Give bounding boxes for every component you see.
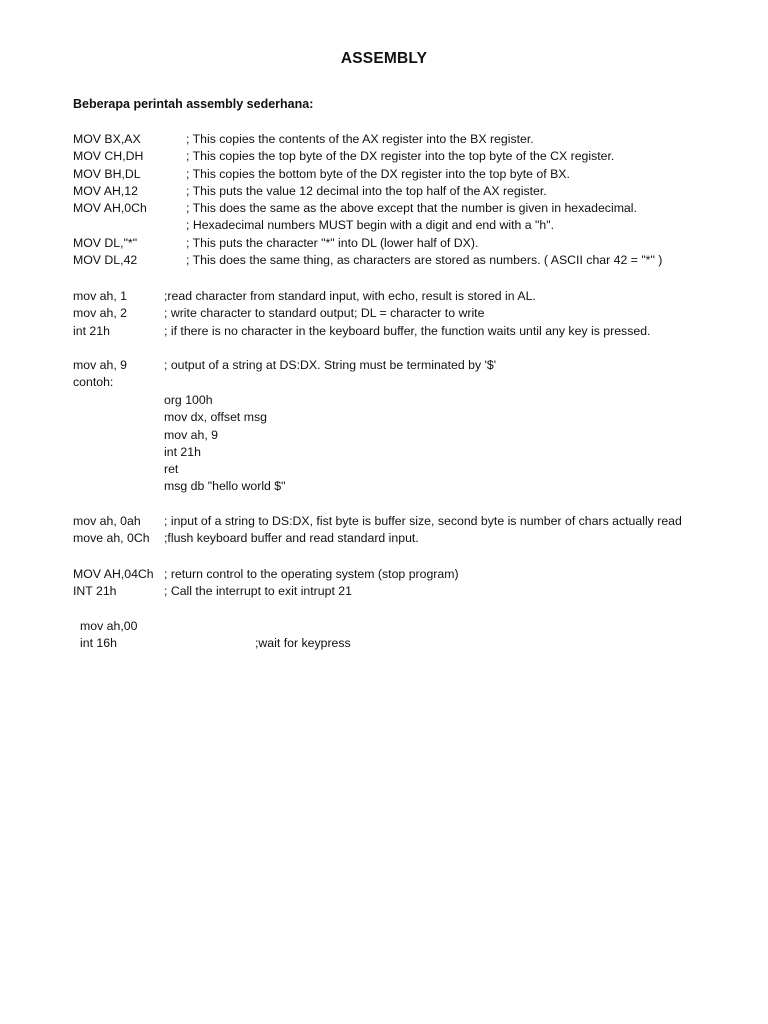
instruction: int 16h <box>80 636 117 651</box>
instruction-comment: ; This copies the top byte of the DX register into the top byte of the CX register. <box>186 149 615 164</box>
instruction: MOV AH,04Ch <box>73 567 154 581</box>
instruction-comment: ; This does the same thing, as characters are stored as numbers. ( ASCII char 42 = "*" ) <box>186 253 663 268</box>
instruction-comment: ;read character from standard input, with echo, result is stored in AL. <box>164 289 536 303</box>
instruction-comment: ; This copies the contents of the AX register into the BX register. <box>186 132 534 146</box>
instruction: mov ah, 2 <box>73 306 127 321</box>
instruction: MOV AH,12 <box>73 183 138 198</box>
instruction-comment: ; This copies the bottom byte of the DX register into the top byte of BX. <box>186 166 570 181</box>
instruction-comment: ; if there is no character in the keyboard buffer, the function waits until any key is pressed. <box>164 323 651 338</box>
instruction-comment: ; input of a string to DS:DX, fist byte is buffer size, second byte is number of chars actually read <box>164 514 682 528</box>
instruction: move ah, 0Ch <box>73 531 150 546</box>
instruction: mov ah, 9 <box>73 358 127 372</box>
instruction-comment: ;wait for keypress <box>255 636 351 651</box>
instruction-comment: ; return control to the operating system (stop program) <box>164 567 459 581</box>
instruction: MOV BX,AX <box>73 132 141 146</box>
document-page: ASSEMBLY Beberapa perintah assembly sederhana: MOV BX,AX ; This copies the contents of the AX register into the BX register. MOV CH,DH ; This copies the top byte of the DX register into the top byte of the CX register. MOV BH,DL ; This copies the bottom byte of the DX register into the top byte of BX. MOV AH,12 ; This puts the value 12 decimal into the top half of the AX register. MOV AH,0Ch ; This does the same as the above except that the number is given in hexadecimal. ; Hexadecimal numbers MUST begin with a digit and end with a "h". MOV DL,"*" ; This puts the character "*" into DL (lower half of DX). MOV DL,42 ; This does the same thing, as characters are stored as numbers. ( ASCII char 42 = "*" ) mov ah, 1 ;read character from standard input, with echo, result is stored in AL. mov ah, 2 ; write character to standard output; DL = character to write int 21h ; if there is no character in the keyboard buffer, the function waits until any key is pressed. mov ah, 9 ; output of a string at DS:DX. String must be terminated by '$' contoh: org 100h mov dx, offset msg mov ah, 9 int 21h ret msg db "hello world $" mov ah, 0ah ; input of a string to DS:DX, fist byte is buffer size, second byte is number of chars actually read move ah, 0Ch ;flush keyboard buffer and read standard input. MOV AH,04Ch ; return control to the operating system (stop program) INT 21h ; Call the interrupt to exit intrupt 21 mov ah,00 int 16h ;wait for keypress <box>0 0 768 1024</box>
instruction: int 21h <box>73 323 110 338</box>
page-title: ASSEMBLY <box>340 50 428 67</box>
instruction: mov ah, 0ah <box>73 514 141 528</box>
instruction-comment: ; This does the same as the above except that the number is given in hexadecimal. <box>186 201 637 216</box>
instruction: mov ah,00 <box>80 619 138 633</box>
instruction: MOV CH,DH <box>73 149 144 164</box>
instruction-comment: ; write character to standard output; DL = character to write <box>164 306 485 321</box>
instruction: INT 21h <box>73 584 117 599</box>
instruction-comment: ; Hexadecimal numbers MUST begin with a digit and end with a "h". <box>186 218 555 233</box>
instruction-comment: ; Call the interrupt to exit intrupt 21 <box>164 584 352 599</box>
instruction-comment: ;flush keyboard buffer and read standard input. <box>164 531 419 546</box>
instruction-comment: ; This puts the value 12 decimal into the top half of the AX register. <box>186 183 547 198</box>
instruction: MOV BH,DL <box>73 166 141 181</box>
instruction: mov ah, 1 <box>73 289 127 303</box>
instruction-comment: ; This puts the character "*" into DL (lower half of DX). <box>186 235 479 250</box>
instruction: MOV DL,42 <box>73 253 138 268</box>
instruction: MOV DL,"*" <box>73 235 138 250</box>
instruction: MOV AH,0Ch <box>73 201 147 216</box>
instruction-comment: ; output of a string at DS:DX. String must be terminated by '$' <box>164 358 497 372</box>
example-label: contoh: <box>73 375 114 390</box>
page-subtitle: Beberapa perintah assembly sederhana: <box>73 97 314 111</box>
